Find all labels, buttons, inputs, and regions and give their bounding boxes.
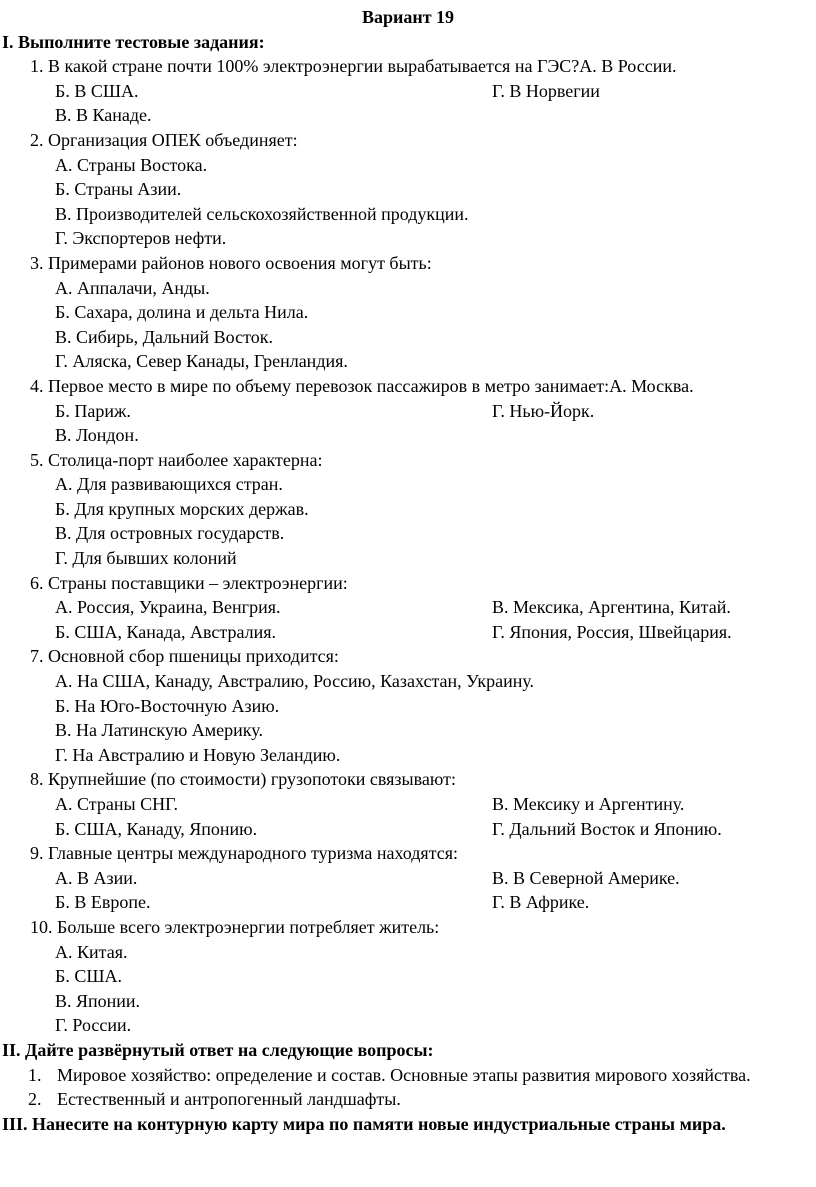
option: Г. На Австралию и Новую Зеландию. bbox=[55, 744, 341, 765]
question-8: 8. Крупнейшие (по стоимости) грузопотоки связывают: bbox=[30, 769, 456, 790]
option: Б. США, Канада, Австралия. bbox=[55, 621, 277, 642]
option: Б. Для крупных морских держав. bbox=[55, 498, 309, 519]
option: В. Производителей сельскохозяйственной продукции. bbox=[55, 203, 469, 224]
option: Б. США, Канаду, Японию. bbox=[55, 818, 258, 839]
question-6-options-row bbox=[0, 620, 816, 645]
question-4: 4. Первое место в мире по объему перевозок пассажиров в метро занимает:А. Москва. bbox=[30, 375, 694, 396]
question-1-options-row bbox=[0, 79, 816, 104]
question-4-options-row bbox=[0, 399, 816, 424]
option: А. Аппалачи, Анды. bbox=[55, 277, 210, 298]
question-8-options-row bbox=[0, 817, 816, 842]
option: Г. Экспортеров нефти. bbox=[55, 228, 227, 249]
item-text: Мировое хозяйство: определение и состав. Основные этапы развития мирового хозяйства. bbox=[57, 1064, 751, 1085]
option: В. На Латинскую Америку. bbox=[55, 720, 263, 741]
option: А. На США, Канаду, Австралию, Россию, Казахстан, Украину. bbox=[55, 671, 535, 692]
option: А. Для развивающихся стран. bbox=[55, 474, 283, 495]
option: Б. На Юго-Восточную Азию. bbox=[55, 695, 280, 716]
option: Г. Дальний Восток и Японию. bbox=[492, 818, 722, 839]
option: Б. Париж. bbox=[55, 400, 131, 421]
option: Г. Япония, Россия, Швейцария. bbox=[492, 621, 732, 642]
question-3: 3. Примерами районов нового освоения могут быть: bbox=[30, 252, 432, 273]
option: Г. В Африке. bbox=[492, 892, 590, 913]
option: А. В Азии. bbox=[55, 867, 138, 888]
question-2: 2. Организация ОПЕК объединяет: bbox=[30, 129, 298, 150]
question-9-options-row bbox=[0, 890, 816, 915]
option: Б. Сахара, долина и дельта Нила. bbox=[55, 302, 309, 323]
section-2-header: II. Дайте развёрнутый ответ на следующие вопросы: bbox=[2, 1039, 434, 1060]
option: Г. России. bbox=[55, 1015, 132, 1036]
option: Б. США. bbox=[55, 966, 122, 987]
option: Г. Нью-Йорк. bbox=[492, 400, 595, 421]
essay-item-1 bbox=[0, 1063, 816, 1088]
item-number: 1. bbox=[28, 1064, 42, 1085]
option: Г. В Норвегии bbox=[492, 80, 600, 101]
option: А. Россия, Украина, Венгрия. bbox=[55, 597, 281, 618]
question-5: 5. Столица-порт наиболее характерна: bbox=[30, 449, 323, 470]
essay-item-2 bbox=[0, 1087, 816, 1112]
option: А. Китая. bbox=[55, 941, 128, 962]
option: В. Лондон. bbox=[55, 425, 139, 446]
option: А. Страны Востока. bbox=[55, 154, 208, 175]
question-6: 6. Страны поставщики – электроэнергии: bbox=[30, 572, 348, 593]
page-title: Вариант 19 bbox=[361, 7, 455, 27]
option: В. Для островных государств. bbox=[55, 523, 285, 544]
item-text: Естественный и антропогенный ландшафты. bbox=[57, 1089, 401, 1110]
option: Б. Страны Азии. bbox=[55, 179, 182, 200]
item-number: 2. bbox=[28, 1089, 42, 1110]
question-7: 7. Основной сбор пшеницы приходится: bbox=[30, 646, 339, 667]
question-8-options-row bbox=[0, 792, 816, 817]
question-9-options-row bbox=[0, 866, 816, 891]
question-10: 10. Больше всего электроэнергии потребляет житель: bbox=[30, 916, 440, 937]
option: В. Мексику и Аргентину. bbox=[492, 794, 685, 814]
section-3-header: III. Нанесите на контурную карту мира по памяти новые индустриальные страны мира. bbox=[2, 1113, 726, 1134]
question-6-options-row bbox=[0, 595, 816, 620]
option: Б. В Европе. bbox=[55, 892, 151, 913]
question-9: 9. Главные центры международного туризма находятся: bbox=[30, 843, 459, 864]
option: В. Японии. bbox=[55, 990, 141, 1011]
option: Г. Аляска, Север Канады, Гренландия. bbox=[55, 351, 348, 372]
question-1: 1. В какой стране почти 100% электроэнергии вырабатывается на ГЭС?А. В России. bbox=[30, 56, 677, 77]
option: Б. В США. bbox=[55, 80, 139, 101]
option: В. Сибирь, Дальний Восток. bbox=[55, 326, 273, 347]
option: В. В Канаде. bbox=[55, 105, 152, 126]
option: В. Мексика, Аргентина, Китай. bbox=[492, 597, 731, 618]
option: Г. Для бывших колоний bbox=[55, 548, 237, 569]
section-1-header: I. Выполните тестовые задания: bbox=[2, 31, 265, 52]
option: В. В Северной Америке. bbox=[492, 867, 680, 888]
option: А. Страны СНГ. bbox=[55, 794, 178, 814]
